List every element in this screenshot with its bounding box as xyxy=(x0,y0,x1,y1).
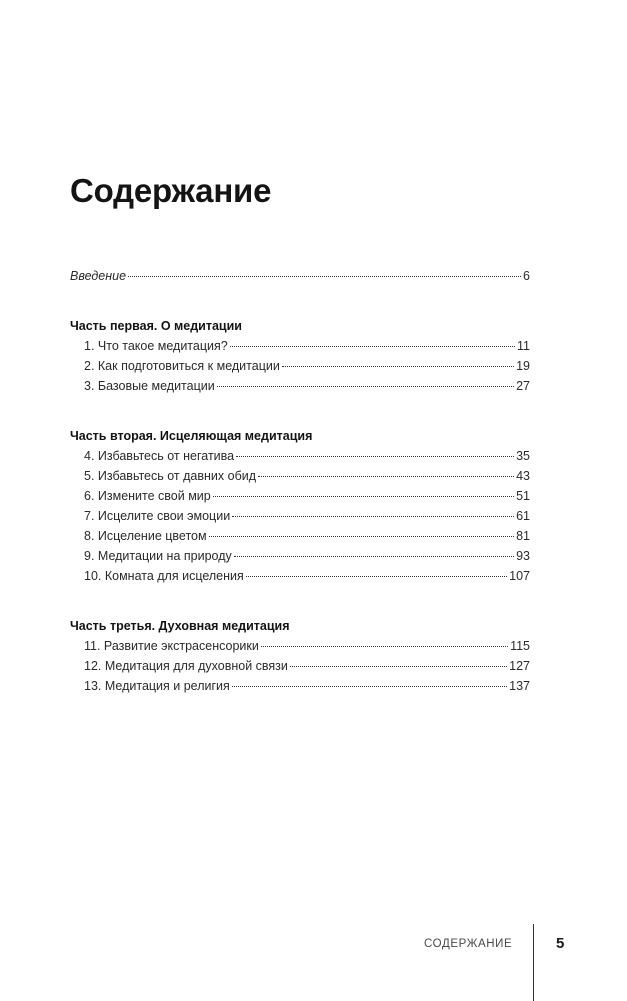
dot-leader xyxy=(282,366,514,367)
part-heading-2: Часть вторая. Исцеляющая медитация xyxy=(70,429,313,443)
toc-entry[interactable] xyxy=(70,446,530,466)
toc-entry[interactable] xyxy=(70,356,530,376)
toc-entry-label: 7. Исцелите свои эмоции xyxy=(84,509,231,523)
toc-entry-label: 2. Как подготовиться к медитации xyxy=(84,359,280,373)
toc-entry-page: 61 xyxy=(516,509,530,523)
toc-entry[interactable] xyxy=(70,636,530,656)
toc-entry-page: 51 xyxy=(516,489,530,503)
dot-leader xyxy=(290,666,507,667)
dot-leader xyxy=(232,516,514,517)
page-title: Содержание xyxy=(70,172,272,209)
page-number: 5 xyxy=(556,935,565,952)
toc-entry-page: 107 xyxy=(509,569,530,583)
toc-entry[interactable] xyxy=(70,506,530,526)
toc-entry-label: 8. Исцеление цветом xyxy=(84,529,207,543)
toc-entry-page: 127 xyxy=(509,659,530,673)
toc-entry-page: 43 xyxy=(516,469,530,483)
toc-entry-page: 19 xyxy=(516,359,530,373)
toc-entry[interactable] xyxy=(70,486,530,506)
toc-entry[interactable] xyxy=(70,376,530,396)
toc-entry-page: 115 xyxy=(510,639,530,653)
table-of-contents xyxy=(70,266,530,696)
toc-entry[interactable] xyxy=(70,546,530,566)
toc-entry-label: 12. Медитация для духовной связи xyxy=(84,659,288,673)
toc-entry-label: Введение xyxy=(70,269,127,283)
running-footer-section: СОДЕРЖАНИЕ xyxy=(424,938,513,950)
toc-entry[interactable] xyxy=(70,656,530,676)
toc-entry[interactable] xyxy=(70,676,530,696)
toc-entry-label: 10. Комната для исцеления xyxy=(84,569,244,583)
toc-entry-label: 5. Избавьтесь от давних обид xyxy=(84,469,257,483)
dot-leader xyxy=(209,536,515,537)
part-heading-1: Часть первая. О медитации xyxy=(70,319,242,333)
toc-entry-label: 13. Медитация и религия xyxy=(84,679,230,693)
dot-leader xyxy=(217,386,514,387)
toc-entry-label: 4. Избавьтесь от негатива xyxy=(84,449,235,463)
toc-entry[interactable] xyxy=(70,336,530,356)
toc-entry-label: 9. Медитации на природу xyxy=(84,549,232,563)
footer-divider xyxy=(533,924,534,1001)
dot-leader xyxy=(236,456,514,457)
toc-entry[interactable] xyxy=(70,566,530,586)
dot-leader xyxy=(230,346,515,347)
dot-leader xyxy=(232,686,507,687)
toc-entry-label: 3. Базовые медитации xyxy=(84,379,215,393)
part-heading-3: Часть третья. Духовная медитация xyxy=(70,619,290,633)
toc-entry-page: 6 xyxy=(523,269,530,283)
toc-entry-intro[interactable] xyxy=(70,266,530,286)
toc-entry-page: 93 xyxy=(516,549,530,563)
toc-entry-label: 11. Развитие экстрасенсорики xyxy=(84,639,259,653)
dot-leader xyxy=(128,276,521,277)
toc-entry[interactable] xyxy=(70,466,530,486)
toc-entry-page: 11 xyxy=(517,339,530,353)
dot-leader xyxy=(258,476,514,477)
dot-leader xyxy=(261,646,508,647)
dot-leader xyxy=(213,496,514,497)
toc-entry-label: 6. Измените свой мир xyxy=(84,489,211,503)
toc-entry-page: 27 xyxy=(516,379,530,393)
dot-leader xyxy=(246,576,507,577)
toc-entry-page: 137 xyxy=(509,679,530,693)
dot-leader xyxy=(234,556,514,557)
toc-entry[interactable] xyxy=(70,526,530,546)
toc-entry-label: 1. Что такое медитация? xyxy=(84,339,228,353)
toc-entry-page: 35 xyxy=(516,449,530,463)
toc-entry-page: 81 xyxy=(516,529,530,543)
